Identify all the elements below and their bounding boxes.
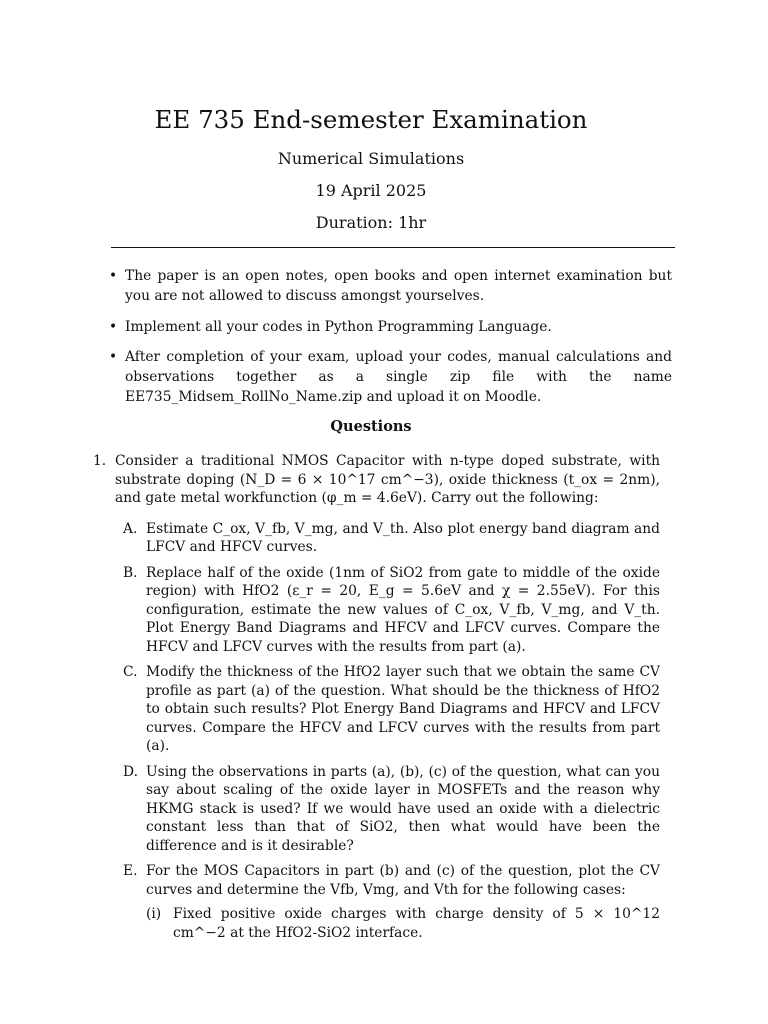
part-label: C. bbox=[123, 664, 138, 680]
part-label: E. bbox=[123, 863, 138, 879]
question-1 bbox=[93, 452, 660, 949]
question-part-e bbox=[123, 862, 660, 942]
exam-subtitle: Numerical Simulations bbox=[277, 149, 465, 168]
subpart-text: Fixed positive oxide charges with charge density of 5 × 10^12 cm^−2 at the HfO2-SiO2 interface. bbox=[173, 906, 660, 941]
part-text: Modify the thickness of the HfO2 layer such that we obtain the same CV profile as part (a) of the question. What should be the thickness of HfO2 to obtain such results? Plot Energy Band Diagrams and HFCV and LFCV curves. Compare the HFCV and LFCV curves with the results from part (a). bbox=[146, 664, 660, 754]
part-text: Estimate C_ox, V_fb, V_mg, and V_th. Also plot energy band diagram and LFCV and HFCV curves. bbox=[146, 520, 660, 555]
subpart-i bbox=[146, 905, 660, 942]
header-divider bbox=[111, 247, 675, 248]
question-part-a bbox=[123, 520, 660, 557]
instruction-item: • Implement all your codes in Python Programming Language. bbox=[106, 317, 672, 337]
question-part-b bbox=[123, 564, 660, 657]
questions-heading: Questions bbox=[330, 418, 412, 435]
question-parts bbox=[123, 520, 660, 943]
instruction-item: • The paper is an open notes, open books and open internet examination but you are not allowed to discuss amongst yourselves. bbox=[106, 266, 672, 306]
instructions-list bbox=[106, 266, 672, 418]
question-subparts bbox=[146, 905, 660, 942]
instruction-item: • After completion of your exam, upload your codes, manual calculations and observations together as a single zip file with the name EE735_Midsem_RollNo_Name.zip and upload it on Moodle. bbox=[106, 347, 672, 407]
question-part-d bbox=[123, 763, 660, 856]
part-text: Using the observations in parts (a), (b), (c) of the question, what can you say about scaling of the oxide layer in MOSFETs and the reason why HKMG stack is used? If we would have used an oxide with a dielectric constant less than that of SiO2, then what would have been the difference and is it desirable? bbox=[146, 763, 660, 854]
exam-title: EE 735 End-semester Examination bbox=[154, 105, 588, 134]
exam-duration: Duration: 1hr bbox=[315, 213, 427, 232]
part-label: D. bbox=[123, 763, 138, 780]
part-text: For the MOS Capacitors in part (b) and (c) of the question, plot the CV curves and determine the Vfb, Vmg, and Vth for the following cases: bbox=[146, 863, 660, 898]
exam-date: 19 April 2025 bbox=[315, 181, 427, 200]
part-text: Replace half of the oxide (1nm of SiO2 from gate to middle of the oxide region) with HfO2 (ε_r = 20, E_g = 5.6eV and χ = 2.55eV). For this configuration, estimate the new values of C_ox, V_fb, V_mg, and V_th. Plot Energy Band Diagrams and HFCV and LFCV curves. Compare the HFCV and LFCV curves with the results from part (a). bbox=[146, 564, 660, 655]
question-number: 1. bbox=[93, 453, 107, 469]
part-label: A. bbox=[123, 520, 138, 537]
question-part-c bbox=[123, 663, 660, 756]
part-label: B. bbox=[123, 564, 138, 581]
subpart-label: (i) bbox=[146, 906, 162, 922]
question-text: Consider a traditional NMOS Capacitor with n-type doped substrate, with substrate doping (N_D = 6 × 10^17 cm^−3), oxide thickness (t_ox = 2nm), and gate metal workfunction (φ_m = 4.6eV). Carry out the following: bbox=[115, 453, 660, 506]
